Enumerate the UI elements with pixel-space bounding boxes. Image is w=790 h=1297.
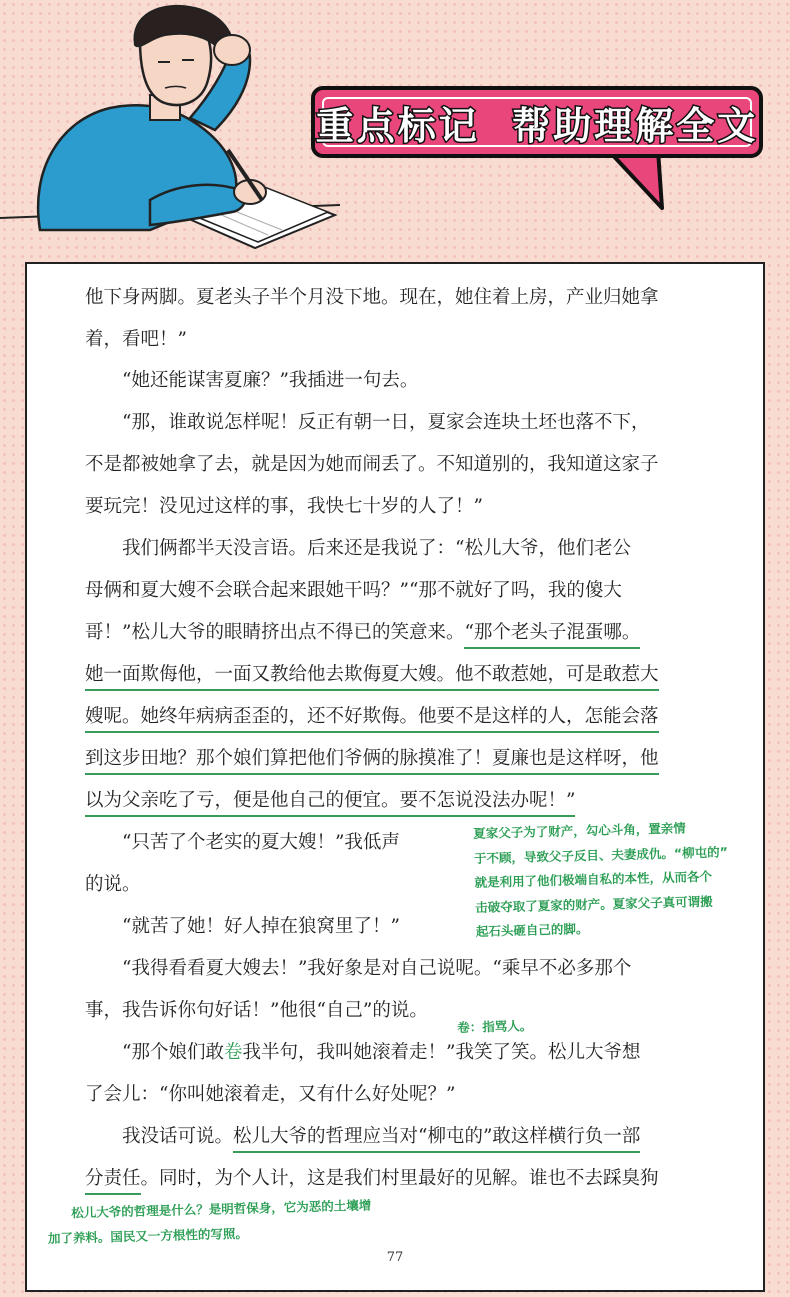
note-line: 卷：指骂人。 — [457, 1018, 533, 1035]
text-line: “只苦了个老实的夏大嫂！”我低声 — [122, 832, 400, 853]
underlined-text: 嫂呢。她终年病病歪歪的，还不好欺侮。他要不是这样的人，怎能会落 — [85, 706, 659, 733]
note-line: 松儿大爷的哲理是什么？是明哲保身，它为恶的土壤增 — [71, 1197, 372, 1221]
text-line: “那，谁敢说怎样呢！反正有朝一日，夏家会连块土坯也落不下， — [122, 412, 650, 433]
note-line: 夏家父子为了财产，勾心斗角，置亲情 — [473, 820, 686, 841]
text-segment: 我半句，我叫她滚着走！”我笑了笑。松儿大爷想 — [242, 1042, 641, 1063]
text-line — [122, 1125, 640, 1149]
underlined-text: 到这步田地？那个娘们算把他们爷俩的脉摸准了！夏廉也是这样呀，他 — [85, 748, 659, 775]
note-line: 就是利用了他们极端自私的本性，从而各个 — [474, 868, 713, 890]
text-segment: “那个娘们敢 — [122, 1042, 224, 1063]
text-line: 他下身两脚。夏老头子半个月没下地。现在，她住着上房，产业归她拿 — [85, 287, 659, 308]
banner-title: 重点标记 帮助理解全文 — [315, 103, 759, 148]
text-line — [85, 1167, 659, 1191]
underlined-text: 分责任 — [85, 1168, 141, 1195]
text-line: 着，看吧！” — [85, 329, 187, 350]
student-writing-illustration — [0, 0, 340, 262]
text-line — [85, 789, 575, 813]
text-segment: 我没话可说。 — [122, 1126, 234, 1147]
margin-note — [47, 1194, 372, 1251]
margin-note — [457, 1014, 533, 1040]
text-line: 不是都被她拿了去，就是因为她而闹丢了。不知道别的，我知道这家子 — [85, 454, 659, 475]
header-illustration — [0, 0, 790, 262]
speech-bubble-tail — [600, 150, 680, 220]
text-line — [85, 663, 659, 687]
underlined-text: 她一面欺侮他，一面又教给他去欺侮夏大嫂。他不敢惹她，可是敢惹大 — [85, 664, 659, 691]
note-line: 加了养料。国民又一方根性的写照。 — [47, 1225, 249, 1246]
margin-note — [473, 815, 730, 944]
text-segment: 。同时，为个人计，这是我们村里最好的见解。谁也不去踩臭狗 — [140, 1168, 659, 1189]
underlined-text: “那个老头子混蛋哪。 — [464, 622, 640, 649]
text-line — [85, 747, 659, 771]
text-line: “就苦了她！好人掉在狼窝里了！” — [122, 916, 400, 937]
text-line — [85, 705, 659, 729]
page-number: 77 — [386, 1250, 404, 1265]
text-line: 事，我告诉你句好话！”他很“自己”的说。 — [85, 1000, 428, 1021]
text-line: 的说。 — [85, 874, 141, 895]
underlined-text: 以为父亲吃了亏，便是他自己的便宜。要不怎说没法办呢！” — [85, 790, 575, 817]
text-line: 要玩完！没见过这样的事，我快七十岁的人了！” — [85, 496, 483, 517]
text-line: 母俩和夏大嫂不会联合起来跟她干吗？”“那不就好了吗，我的傻大 — [85, 580, 622, 601]
note-line: 于不顾，导致父子反目、夫妻成仇。“柳屯的” — [473, 843, 728, 866]
text-line: “我得看看夏大嫂去！”我好象是对自己说呢。“乘早不必多那个 — [122, 958, 632, 979]
title-banner — [311, 86, 763, 158]
text-segment: 哥！”松儿大爷的眼睛挤出点不得已的笑意来。 — [85, 622, 465, 643]
text-line: 我们俩都半天没言语。后来还是我说了：“松儿大爷，他们老公 — [122, 538, 631, 559]
book-page — [25, 262, 765, 1292]
text-line — [85, 621, 640, 645]
text-line: “她还能谋害夏廉？”我插进一句去。 — [122, 370, 419, 391]
text-line — [122, 1041, 640, 1065]
note-line: 击破夺取了夏家的财产。夏家父子真可谓搬 — [475, 893, 713, 915]
annotated-word: 卷 — [223, 1042, 243, 1063]
note-line: 起石头砸自己的脚。 — [475, 921, 589, 939]
text-line: 了会儿：“你叫她滚着走，又有什么好处呢？” — [85, 1084, 456, 1105]
underlined-text: 松儿大爷的哲理应当对“柳屯的”敢这样横行负一部 — [233, 1126, 640, 1153]
